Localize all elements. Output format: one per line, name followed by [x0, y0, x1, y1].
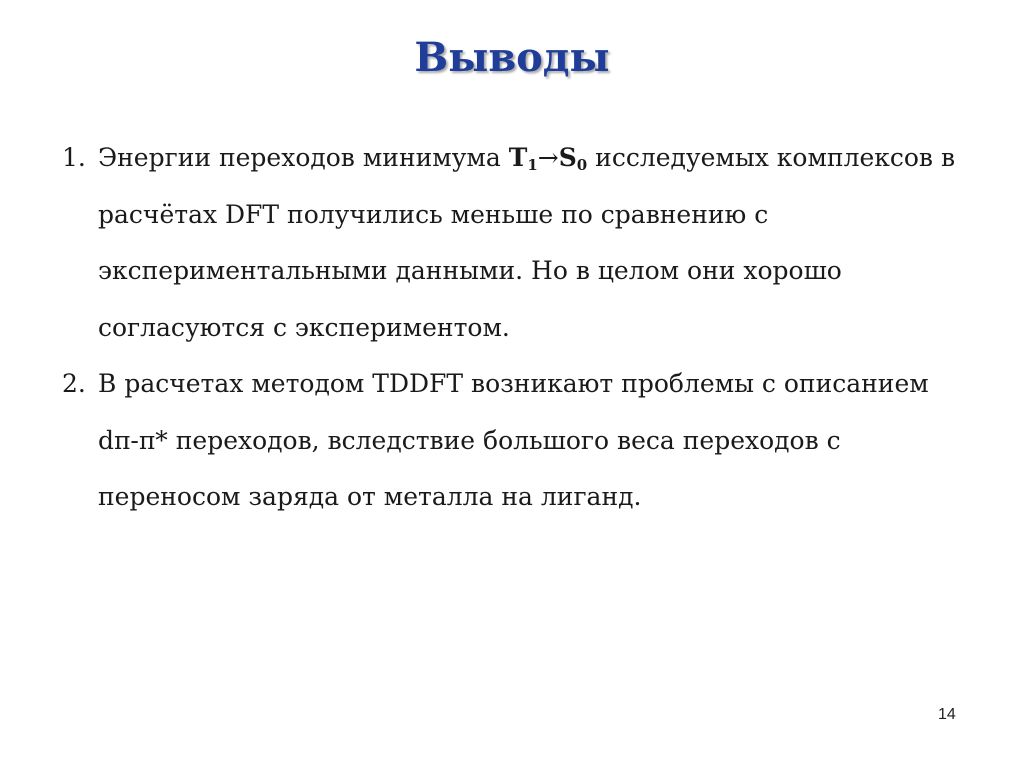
term-symbol: T: [508, 143, 528, 172]
conclusion-item-1: [62, 130, 962, 356]
conclusion-text: В расчетах методом TDDFT возникают проблемы с описанием dπ-π* переходов, вследствие большого веса переходов с переносом заряда от металла на лиганд.: [98, 369, 929, 511]
slide-title: Выводы: [414, 34, 610, 81]
term-symbol: S: [558, 143, 577, 172]
arrow-icon: →: [537, 143, 559, 172]
conclusion-text-end: исследуемых комплексов в расчётах DFT получились меньше по сравнению с экспериментальными данными. Но в целом они хорошо согласуются с экспериментом.: [98, 143, 956, 342]
page-number: 14: [938, 706, 956, 723]
term-subscript: 0: [576, 156, 588, 174]
formula-term-t1: [509, 143, 538, 172]
conclusion-item-2: [62, 356, 962, 526]
conclusions-list: [62, 130, 962, 526]
formula-term-s0: [559, 143, 588, 172]
term-subscript: 1: [527, 156, 538, 174]
item-number: 2.: [62, 369, 86, 398]
item-number: 1.: [62, 143, 86, 172]
conclusion-text-start: Энергии переходов минимума: [98, 143, 509, 172]
